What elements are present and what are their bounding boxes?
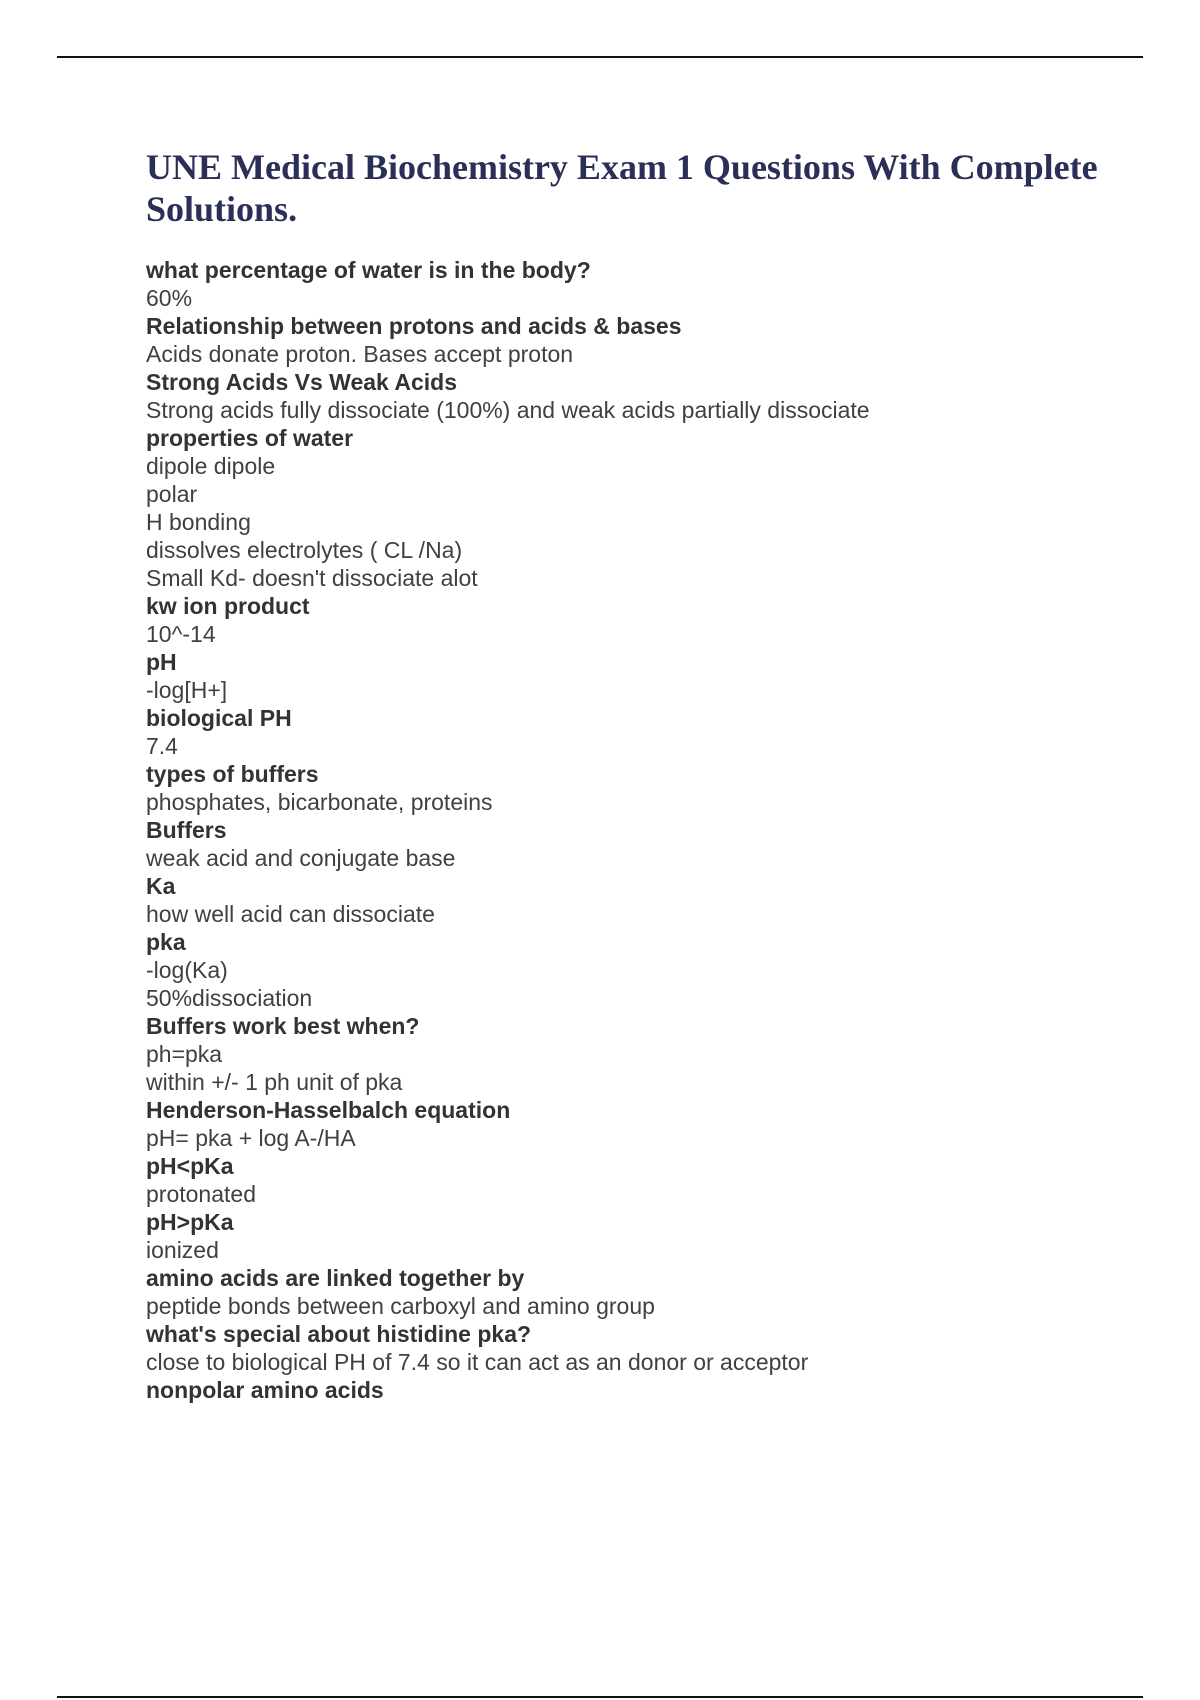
qa-item — [146, 1320, 1106, 1376]
qa-item — [146, 1096, 1106, 1152]
answer-text: pH= pka + log A-/HA — [146, 1125, 356, 1151]
answer-text: weak acid and conjugate base — [146, 845, 456, 871]
question-text: pka — [146, 929, 186, 955]
answer-text: 50%dissociation — [146, 985, 313, 1011]
answer-text: dipole dipole — [146, 453, 276, 479]
qa-item — [146, 1208, 1106, 1264]
qa-item — [146, 1264, 1106, 1320]
question-text: Henderson-Hasselbalch equation — [146, 1097, 511, 1123]
answer-text: dissolves electrolytes ( CL /Na) — [146, 537, 463, 563]
question-text: what's special about histidine pka? — [146, 1321, 532, 1347]
answer-text: 10^-14 — [146, 621, 216, 647]
question-text: properties of water — [146, 425, 354, 451]
answer-text: polar — [146, 481, 198, 507]
answer-text: protonated — [146, 1181, 256, 1207]
qa-item — [146, 1376, 1106, 1404]
answer-text: within +/- 1 ph unit of pka — [146, 1069, 403, 1095]
answer-text: close to biological PH of 7.4 so it can act as an donor or acceptor — [146, 1349, 809, 1375]
question-text: Strong Acids Vs Weak Acids — [146, 369, 458, 395]
answer-text: ionized — [146, 1237, 219, 1263]
document-title: UNE Medical Biochemistry Exam 1 Questions With Complete Solutions. — [146, 147, 1098, 229]
qa-item — [146, 816, 1106, 872]
qa-item — [146, 648, 1106, 704]
question-text: pH<pKa — [146, 1153, 234, 1179]
answer-text: peptide bonds between carboxyl and amino group — [146, 1293, 655, 1319]
answer-text: Small Kd- doesn't dissociate alot — [146, 565, 478, 591]
question-text: Buffers work best when? — [146, 1013, 420, 1039]
answer-text: phosphates, bicarbonate, proteins — [146, 789, 493, 815]
answer-text: Strong acids fully dissociate (100%) and weak acids partially dissociate — [146, 397, 870, 423]
qa-item — [146, 704, 1106, 760]
question-text: biological PH — [146, 705, 292, 731]
question-text: kw ion product — [146, 593, 310, 619]
qa-item — [146, 1152, 1106, 1208]
question-text: pH — [146, 649, 177, 675]
top-divider — [57, 56, 1143, 58]
answer-text: Acids donate proton. Bases accept proton — [146, 341, 574, 367]
qa-item — [146, 592, 1106, 648]
question-text: amino acids are linked together by — [146, 1265, 525, 1291]
question-text: nonpolar amino acids — [146, 1377, 384, 1403]
qa-item — [146, 368, 1106, 424]
question-text: Ka — [146, 873, 176, 899]
qa-item — [146, 928, 1106, 1012]
answer-text: -log[H+] — [146, 677, 228, 703]
bottom-divider — [57, 1696, 1143, 1698]
answer-text: 60% — [146, 285, 193, 311]
qa-item — [146, 1012, 1106, 1096]
answer-text: H bonding — [146, 509, 251, 535]
question-text: what percentage of water is in the body? — [146, 257, 591, 283]
qa-item — [146, 256, 1106, 312]
answer-text: 7.4 — [146, 733, 178, 759]
question-text: types of buffers — [146, 761, 319, 787]
qa-item — [146, 872, 1106, 928]
qa-list — [146, 256, 1106, 1404]
answer-text: ph=pka — [146, 1041, 223, 1067]
answer-text: how well acid can dissociate — [146, 901, 435, 927]
qa-item — [146, 760, 1106, 816]
qa-item — [146, 312, 1106, 368]
qa-item — [146, 424, 1106, 592]
question-text: pH>pKa — [146, 1209, 234, 1235]
answer-text: -log(Ka) — [146, 957, 228, 983]
question-text: Relationship between protons and acids & bases — [146, 313, 682, 339]
document-body — [146, 146, 1106, 1404]
question-text: Buffers — [146, 817, 227, 843]
